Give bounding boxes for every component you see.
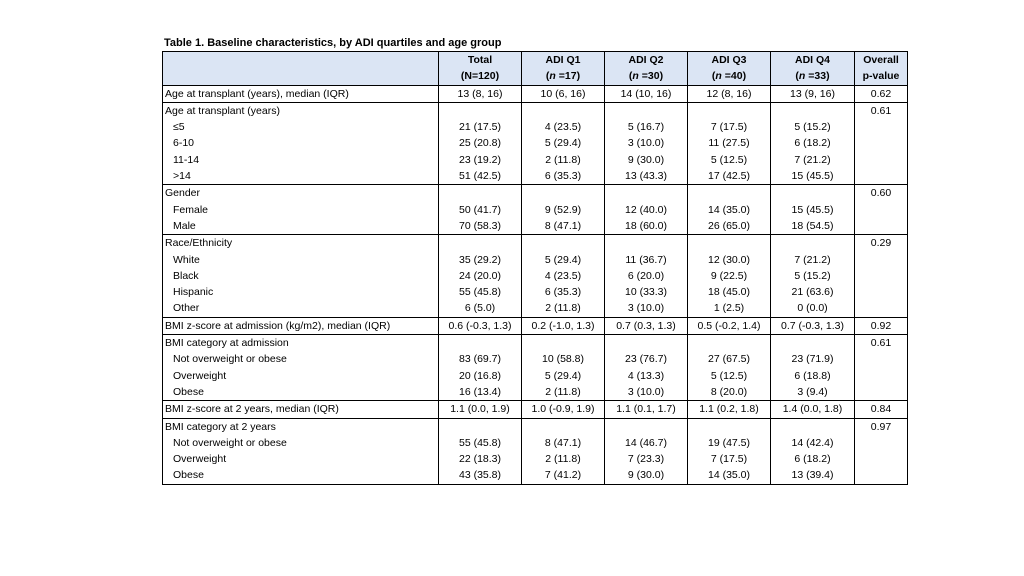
row-label: Overweight xyxy=(163,368,439,384)
cell-p-value xyxy=(855,284,908,300)
cell-adi-q1: 6 (35.3) xyxy=(522,168,605,185)
cell-adi-q1 xyxy=(522,335,605,352)
table-row xyxy=(163,351,908,367)
cell-adi-q1: 2 (11.8) xyxy=(522,451,605,467)
cell-adi-q2: 9 (30.0) xyxy=(605,467,688,484)
cell-total xyxy=(439,418,522,435)
cell-p-value xyxy=(855,119,908,135)
cell-adi-q2 xyxy=(605,335,688,352)
cell-adi-q2 xyxy=(605,102,688,119)
cell-total: 13 (8, 16) xyxy=(439,85,522,102)
cell-adi-q2: 6 (20.0) xyxy=(605,268,688,284)
cell-p-value xyxy=(855,435,908,451)
row-label: Not overweight or obese xyxy=(163,351,439,367)
cell-adi-q1: 0.2 (-1.0, 1.3) xyxy=(522,317,605,334)
cell-total: 0.6 (-0.3, 1.3) xyxy=(439,317,522,334)
cell-adi-q4: 14 (42.4) xyxy=(771,435,855,451)
row-label: BMI category at admission xyxy=(163,335,439,352)
cell-adi-q3: 9 (22.5) xyxy=(688,268,771,284)
table-row xyxy=(163,235,908,252)
cell-total: 50 (41.7) xyxy=(439,202,522,218)
row-label: BMI category at 2 years xyxy=(163,418,439,435)
cell-adi-q1: 4 (23.5) xyxy=(522,268,605,284)
cell-p-value xyxy=(855,384,908,401)
cell-adi-q1: 6 (35.3) xyxy=(522,284,605,300)
header-cell-adi-q3: ADI Q3 xyxy=(688,52,771,69)
cell-adi-q3: 7 (17.5) xyxy=(688,119,771,135)
cell-p-value xyxy=(855,451,908,467)
cell-adi-q3: 14 (35.0) xyxy=(688,467,771,484)
cell-adi-q1 xyxy=(522,102,605,119)
cell-p-value xyxy=(855,218,908,235)
baseline-characteristics-table xyxy=(162,51,908,485)
row-label: Male xyxy=(163,218,439,235)
cell-adi-q3 xyxy=(688,185,771,202)
cell-adi-q1 xyxy=(522,418,605,435)
table-row xyxy=(163,168,908,185)
row-label: Obese xyxy=(163,384,439,401)
cell-adi-q3: 12 (30.0) xyxy=(688,252,771,268)
header-cell-overall: Overall xyxy=(855,52,908,69)
table-row xyxy=(163,202,908,218)
cell-adi-q4 xyxy=(771,102,855,119)
cell-adi-q4: 15 (45.5) xyxy=(771,168,855,185)
cell-adi-q3: 14 (35.0) xyxy=(688,202,771,218)
table-row xyxy=(163,368,908,384)
cell-total: 22 (18.3) xyxy=(439,451,522,467)
cell-adi-q4: 7 (21.2) xyxy=(771,252,855,268)
row-label: Hispanic xyxy=(163,284,439,300)
table-row xyxy=(163,317,908,334)
cell-p-value: 0.61 xyxy=(855,335,908,352)
table-row xyxy=(163,435,908,451)
cell-adi-q2: 10 (33.3) xyxy=(605,284,688,300)
cell-adi-q1: 9 (52.9) xyxy=(522,202,605,218)
cell-adi-q3 xyxy=(688,235,771,252)
cell-adi-q3: 1.1 (0.2, 1.8) xyxy=(688,401,771,418)
header-cell-adi-q4: ADI Q4 xyxy=(771,52,855,69)
row-label: 11-14 xyxy=(163,152,439,168)
cell-p-value xyxy=(855,300,908,317)
cell-p-value xyxy=(855,168,908,185)
table-row xyxy=(163,119,908,135)
cell-adi-q2: 18 (60.0) xyxy=(605,218,688,235)
cell-p-value: 0.84 xyxy=(855,401,908,418)
cell-total: 23 (19.2) xyxy=(439,152,522,168)
cell-adi-q2 xyxy=(605,185,688,202)
cell-adi-q4: 6 (18.2) xyxy=(771,135,855,151)
cell-p-value: 0.62 xyxy=(855,85,908,102)
cell-p-value: 0.97 xyxy=(855,418,908,435)
row-label: >14 xyxy=(163,168,439,185)
header-count-total: (N=120) xyxy=(439,68,522,85)
cell-adi-q2: 4 (13.3) xyxy=(605,368,688,384)
cell-p-value xyxy=(855,202,908,218)
cell-adi-q1: 10 (6, 16) xyxy=(522,85,605,102)
cell-p-value xyxy=(855,252,908,268)
cell-p-value xyxy=(855,351,908,367)
row-label: Other xyxy=(163,300,439,317)
cell-adi-q1 xyxy=(522,235,605,252)
cell-adi-q1: 7 (41.2) xyxy=(522,467,605,484)
cell-adi-q2: 14 (46.7) xyxy=(605,435,688,451)
cell-p-value xyxy=(855,135,908,151)
table-row xyxy=(163,284,908,300)
cell-total xyxy=(439,102,522,119)
cell-adi-q1: 5 (29.4) xyxy=(522,368,605,384)
cell-adi-q4: 0 (0.0) xyxy=(771,300,855,317)
cell-adi-q1: 8 (47.1) xyxy=(522,218,605,235)
cell-adi-q2: 0.7 (0.3, 1.3) xyxy=(605,317,688,334)
row-label: BMI z-score at 2 years, median (IQR) xyxy=(163,401,439,418)
cell-adi-q1: 5 (29.4) xyxy=(522,252,605,268)
table-row xyxy=(163,335,908,352)
table-row xyxy=(163,300,908,317)
row-label: BMI z-score at admission (kg/m2), median (IQR) xyxy=(163,317,439,334)
cell-adi-q3: 8 (20.0) xyxy=(688,384,771,401)
header-count-q1: (n =17) xyxy=(522,68,605,85)
table-row xyxy=(163,102,908,119)
row-label: Obese xyxy=(163,467,439,484)
table-row xyxy=(163,252,908,268)
cell-p-value xyxy=(855,467,908,484)
cell-adi-q3 xyxy=(688,418,771,435)
header-cell-label xyxy=(163,52,439,69)
cell-adi-q3 xyxy=(688,335,771,352)
table-row xyxy=(163,268,908,284)
cell-adi-q2: 1.1 (0.1, 1.7) xyxy=(605,401,688,418)
cell-adi-q4: 15 (45.5) xyxy=(771,202,855,218)
cell-p-value: 0.92 xyxy=(855,317,908,334)
cell-total xyxy=(439,335,522,352)
cell-total: 25 (20.8) xyxy=(439,135,522,151)
header-p-value: p-value xyxy=(855,68,908,85)
cell-adi-q4: 6 (18.2) xyxy=(771,451,855,467)
cell-adi-q1: 1.0 (-0.9, 1.9) xyxy=(522,401,605,418)
table-row xyxy=(163,467,908,484)
cell-adi-q3: 12 (8, 16) xyxy=(688,85,771,102)
cell-adi-q2: 11 (36.7) xyxy=(605,252,688,268)
cell-total: 24 (20.0) xyxy=(439,268,522,284)
table-row xyxy=(163,135,908,151)
cell-adi-q3: 11 (27.5) xyxy=(688,135,771,151)
cell-total: 16 (13.4) xyxy=(439,384,522,401)
cell-p-value: 0.61 xyxy=(855,102,908,119)
cell-adi-q2: 12 (40.0) xyxy=(605,202,688,218)
cell-adi-q2: 3 (10.0) xyxy=(605,135,688,151)
cell-adi-q4 xyxy=(771,418,855,435)
cell-adi-q3: 27 (67.5) xyxy=(688,351,771,367)
cell-adi-q3: 5 (12.5) xyxy=(688,152,771,168)
cell-adi-q3: 0.5 (-0.2, 1.4) xyxy=(688,317,771,334)
cell-adi-q4: 13 (39.4) xyxy=(771,467,855,484)
cell-adi-q3: 26 (65.0) xyxy=(688,218,771,235)
table-row xyxy=(163,152,908,168)
table-row xyxy=(163,418,908,435)
cell-p-value: 0.60 xyxy=(855,185,908,202)
cell-total: 51 (42.5) xyxy=(439,168,522,185)
cell-total: 83 (69.7) xyxy=(439,351,522,367)
cell-total: 43 (35.8) xyxy=(439,467,522,484)
cell-adi-q4 xyxy=(771,185,855,202)
cell-adi-q2 xyxy=(605,235,688,252)
cell-adi-q1: 5 (29.4) xyxy=(522,135,605,151)
cell-adi-q3: 5 (12.5) xyxy=(688,368,771,384)
header-count-q2: (n =30) xyxy=(605,68,688,85)
header-row xyxy=(163,52,908,69)
cell-total xyxy=(439,235,522,252)
table-caption: Table 1. Baseline characteristics, by ADI quartiles and age group xyxy=(164,37,502,49)
cell-total: 21 (17.5) xyxy=(439,119,522,135)
header-count-q4: (n =33) xyxy=(771,68,855,85)
row-label: 6-10 xyxy=(163,135,439,151)
cell-adi-q3 xyxy=(688,102,771,119)
cell-p-value xyxy=(855,152,908,168)
table-row xyxy=(163,218,908,235)
row-label: Overweight xyxy=(163,451,439,467)
cell-adi-q1: 10 (58.8) xyxy=(522,351,605,367)
cell-adi-q4: 5 (15.2) xyxy=(771,119,855,135)
cell-total: 35 (29.2) xyxy=(439,252,522,268)
row-label: Gender xyxy=(163,185,439,202)
cell-adi-q4 xyxy=(771,235,855,252)
cell-adi-q1: 2 (11.8) xyxy=(522,300,605,317)
cell-adi-q2: 3 (10.0) xyxy=(605,384,688,401)
cell-adi-q2: 14 (10, 16) xyxy=(605,85,688,102)
cell-adi-q2 xyxy=(605,418,688,435)
cell-adi-q4: 18 (54.5) xyxy=(771,218,855,235)
cell-adi-q1 xyxy=(522,185,605,202)
cell-adi-q4: 3 (9.4) xyxy=(771,384,855,401)
row-label: Not overweight or obese xyxy=(163,435,439,451)
cell-adi-q3: 7 (17.5) xyxy=(688,451,771,467)
cell-adi-q4: 23 (71.9) xyxy=(771,351,855,367)
cell-p-value xyxy=(855,368,908,384)
cell-total: 70 (58.3) xyxy=(439,218,522,235)
cell-total: 20 (16.8) xyxy=(439,368,522,384)
header-cell-adi-q2: ADI Q2 xyxy=(605,52,688,69)
cell-adi-q2: 9 (30.0) xyxy=(605,152,688,168)
cell-adi-q4: 21 (63.6) xyxy=(771,284,855,300)
cell-adi-q4 xyxy=(771,335,855,352)
cell-adi-q3: 1 (2.5) xyxy=(688,300,771,317)
cell-adi-q3: 18 (45.0) xyxy=(688,284,771,300)
row-label: Age at transplant (years), median (IQR) xyxy=(163,85,439,102)
cell-adi-q2: 3 (10.0) xyxy=(605,300,688,317)
table-row xyxy=(163,401,908,418)
cell-total: 55 (45.8) xyxy=(439,284,522,300)
table-row xyxy=(163,185,908,202)
header-cell-empty xyxy=(163,68,439,85)
cell-p-value: 0.29 xyxy=(855,235,908,252)
cell-adi-q2: 5 (16.7) xyxy=(605,119,688,135)
cell-adi-q1: 8 (47.1) xyxy=(522,435,605,451)
header-row-counts xyxy=(163,68,908,85)
cell-adi-q4: 13 (9, 16) xyxy=(771,85,855,102)
cell-adi-q4: 5 (15.2) xyxy=(771,268,855,284)
row-label: Black xyxy=(163,268,439,284)
row-label: White xyxy=(163,252,439,268)
header-cell-total: Total xyxy=(439,52,522,69)
cell-adi-q1: 2 (11.8) xyxy=(522,152,605,168)
cell-adi-q4: 6 (18.8) xyxy=(771,368,855,384)
table-row xyxy=(163,85,908,102)
table-row xyxy=(163,384,908,401)
cell-adi-q1: 4 (23.5) xyxy=(522,119,605,135)
row-label: ≤5 xyxy=(163,119,439,135)
header-count-q3: (n =40) xyxy=(688,68,771,85)
table-row xyxy=(163,451,908,467)
header-cell-adi-q1: ADI Q1 xyxy=(522,52,605,69)
cell-adi-q4: 1.4 (0.0, 1.8) xyxy=(771,401,855,418)
cell-total: 55 (45.8) xyxy=(439,435,522,451)
row-label: Female xyxy=(163,202,439,218)
cell-adi-q2: 13 (43.3) xyxy=(605,168,688,185)
row-label: Race/Ethnicity xyxy=(163,235,439,252)
row-label: Age at transplant (years) xyxy=(163,102,439,119)
cell-p-value xyxy=(855,268,908,284)
cell-adi-q2: 7 (23.3) xyxy=(605,451,688,467)
cell-adi-q4: 0.7 (-0.3, 1.3) xyxy=(771,317,855,334)
cell-total xyxy=(439,185,522,202)
cell-total: 6 (5.0) xyxy=(439,300,522,317)
cell-adi-q2: 23 (76.7) xyxy=(605,351,688,367)
cell-adi-q4: 7 (21.2) xyxy=(771,152,855,168)
cell-total: 1.1 (0.0, 1.9) xyxy=(439,401,522,418)
cell-adi-q3: 19 (47.5) xyxy=(688,435,771,451)
cell-adi-q3: 17 (42.5) xyxy=(688,168,771,185)
cell-adi-q1: 2 (11.8) xyxy=(522,384,605,401)
